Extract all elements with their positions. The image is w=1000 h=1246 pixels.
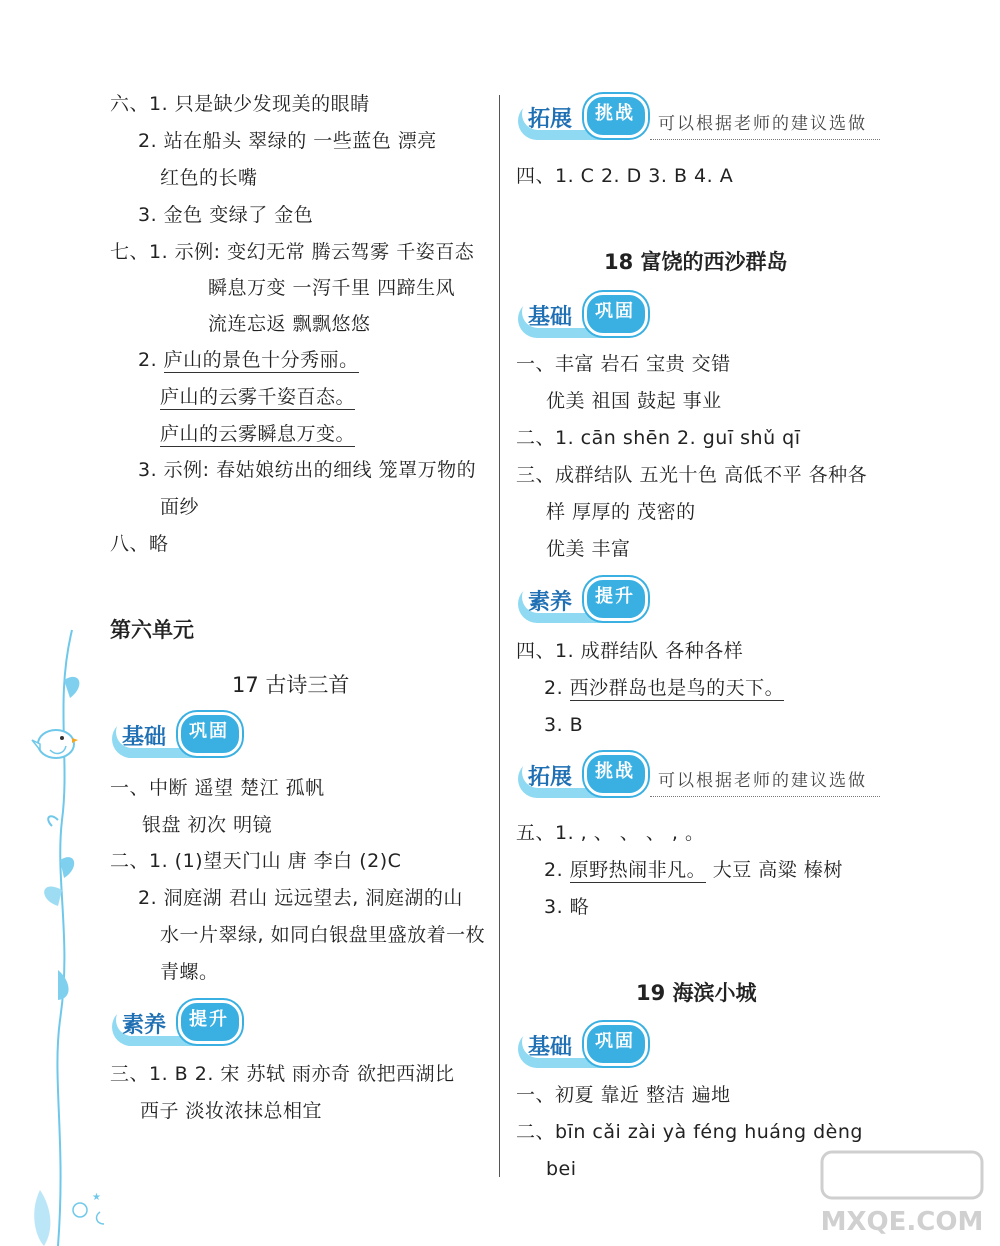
vine-decoration-icon (0, 620, 110, 1246)
answer-line: 面纱 (160, 496, 200, 518)
badge-label: 素养 (122, 1013, 167, 1038)
lesson-title: 17 古诗三首 (232, 673, 350, 697)
badge-sublabel: 巩固 (595, 301, 635, 322)
answer-line: 五、1. , 、 、 、 , 。 (516, 822, 705, 844)
item-number: 2. (544, 859, 570, 881)
lesson-title: 18 富饶的西沙群岛 (604, 250, 788, 274)
badge-sublabel: 巩固 (595, 1031, 635, 1052)
answer-line: 优美 祖国 鼓起 事业 (546, 390, 722, 412)
answer-line: 六、1. 只是缺少发现美的眼睛 (110, 93, 370, 115)
answer-line: 三、1. B 2. 宋 苏轼 雨亦奇 欲把西湖比 (110, 1063, 455, 1085)
answer-line: 优美 丰富 (546, 538, 631, 560)
answer-line: 流连忘返 飘飘悠悠 (208, 313, 371, 335)
answer-line: 七、1. 示例: 变幻无常 腾云驾雾 千姿百态 (110, 241, 475, 263)
underlined-answer: 庐山的景色十分秀丽。 (163, 349, 359, 371)
answer-line: 八、略 (110, 533, 169, 555)
answer-line: 3. 略 (544, 896, 590, 918)
answer-line: 红色的长嘴 (160, 167, 258, 189)
badge-label: 素养 (528, 590, 573, 615)
section-badge-improve (112, 1000, 244, 1046)
badge-label: 拓展 (528, 107, 573, 132)
optional-note: 可以根据老师的建议选做 (658, 771, 867, 791)
answer-line: 青螺。 (160, 961, 219, 983)
answer-line: 一、初夏 靠近 整洁 遍地 (516, 1084, 731, 1106)
answer-line (160, 385, 355, 409)
answer-line: bei (546, 1158, 577, 1180)
section-badge-basic (112, 712, 244, 758)
answer-line: 四、1. 成群结队 各种各样 (516, 640, 744, 662)
badge-sublabel: 巩固 (189, 721, 229, 742)
answer-line: 西子 淡妆浓抹总相宜 (140, 1100, 323, 1122)
answer-line: 3. B (544, 714, 584, 736)
watermark-text: MXQE.COM (820, 1207, 984, 1236)
answer-line: 水一片翠绿, 如同白银盘里盛放着一枚 (160, 924, 486, 946)
answer-line: 二、1. cān shēn 2. guī shǔ qī (516, 427, 801, 449)
underlined-answer: 庐山的云雾千姿百态。 (160, 386, 356, 408)
underlined-answer: 原野热闹非凡。 (569, 859, 707, 881)
answer-rest: 大豆 高粱 榛树 (712, 859, 843, 881)
answer-line: 四、1. C 2. D 3. B 4. A (516, 165, 734, 187)
section-badge-basic (518, 292, 650, 338)
answer-line: 3. 金色 变绿了 金色 (138, 204, 314, 226)
svg-text:★: ★ (92, 1192, 101, 1203)
badge-label: 基础 (528, 305, 573, 330)
answer-line: 2. 站在船头 翠绿的 一些蓝色 漂亮 (138, 130, 437, 152)
column-divider (499, 95, 500, 1177)
unit-title: 第六单元 (110, 618, 194, 642)
optional-note: 可以根据老师的建议选做 (658, 114, 867, 134)
underlined-answer: 庐山的云雾瞬息万变。 (160, 423, 356, 445)
underlined-answer: 西沙群岛也是鸟的天下。 (569, 677, 785, 699)
lesson-title: 19 海滨小城 (636, 981, 757, 1005)
answer-line: 3. 示例: 春姑娘纺出的细线 笼罩万物的 (138, 459, 477, 481)
item-number: 2. (138, 349, 164, 371)
answer-line: 一、丰富 岩石 宝贵 交错 (516, 353, 731, 375)
badge-sublabel: 挑战 (595, 103, 635, 124)
section-badge-improve (518, 577, 650, 623)
answer-line: 一、中断 遥望 楚江 孤帆 (110, 777, 325, 799)
answer-line: 瞬息万变 一泻千里 四蹄生风 (208, 277, 456, 299)
answer-line (160, 422, 355, 446)
badge-sublabel: 提升 (189, 1009, 229, 1030)
bird-icon (32, 730, 78, 758)
answer-line: 二、bīn cǎi zài yà féng huáng dèng (516, 1121, 863, 1143)
item-number: 2. (544, 677, 570, 699)
answer-line: 银盘 初次 明镜 (142, 814, 273, 836)
badge-sublabel: 挑战 (595, 761, 635, 782)
section-badge-extend (518, 752, 650, 798)
badge-sublabel: 提升 (595, 586, 635, 607)
section-badge-extend (518, 94, 650, 140)
dotted-underline (650, 139, 880, 140)
answer-line: 三、成群结队 五光十色 高低不平 各种各 (516, 464, 868, 486)
badge-label: 基础 (528, 1035, 573, 1060)
watermark-logo (802, 1146, 992, 1240)
badge-label: 拓展 (528, 765, 573, 790)
dotted-underline (650, 796, 880, 797)
answer-line: 2. 洞庭湖 君山 远远望去, 洞庭湖的山 (138, 887, 463, 909)
section-badge-basic (518, 1022, 650, 1068)
answer-line: 二、1. (1)望天门山 唐 李白 (2)C (110, 850, 402, 872)
answer-line (138, 348, 359, 372)
answer-line (544, 676, 784, 700)
badge-label: 基础 (122, 725, 167, 750)
answer-line (544, 858, 843, 882)
answer-line: 样 厚厚的 茂密的 (546, 501, 696, 523)
